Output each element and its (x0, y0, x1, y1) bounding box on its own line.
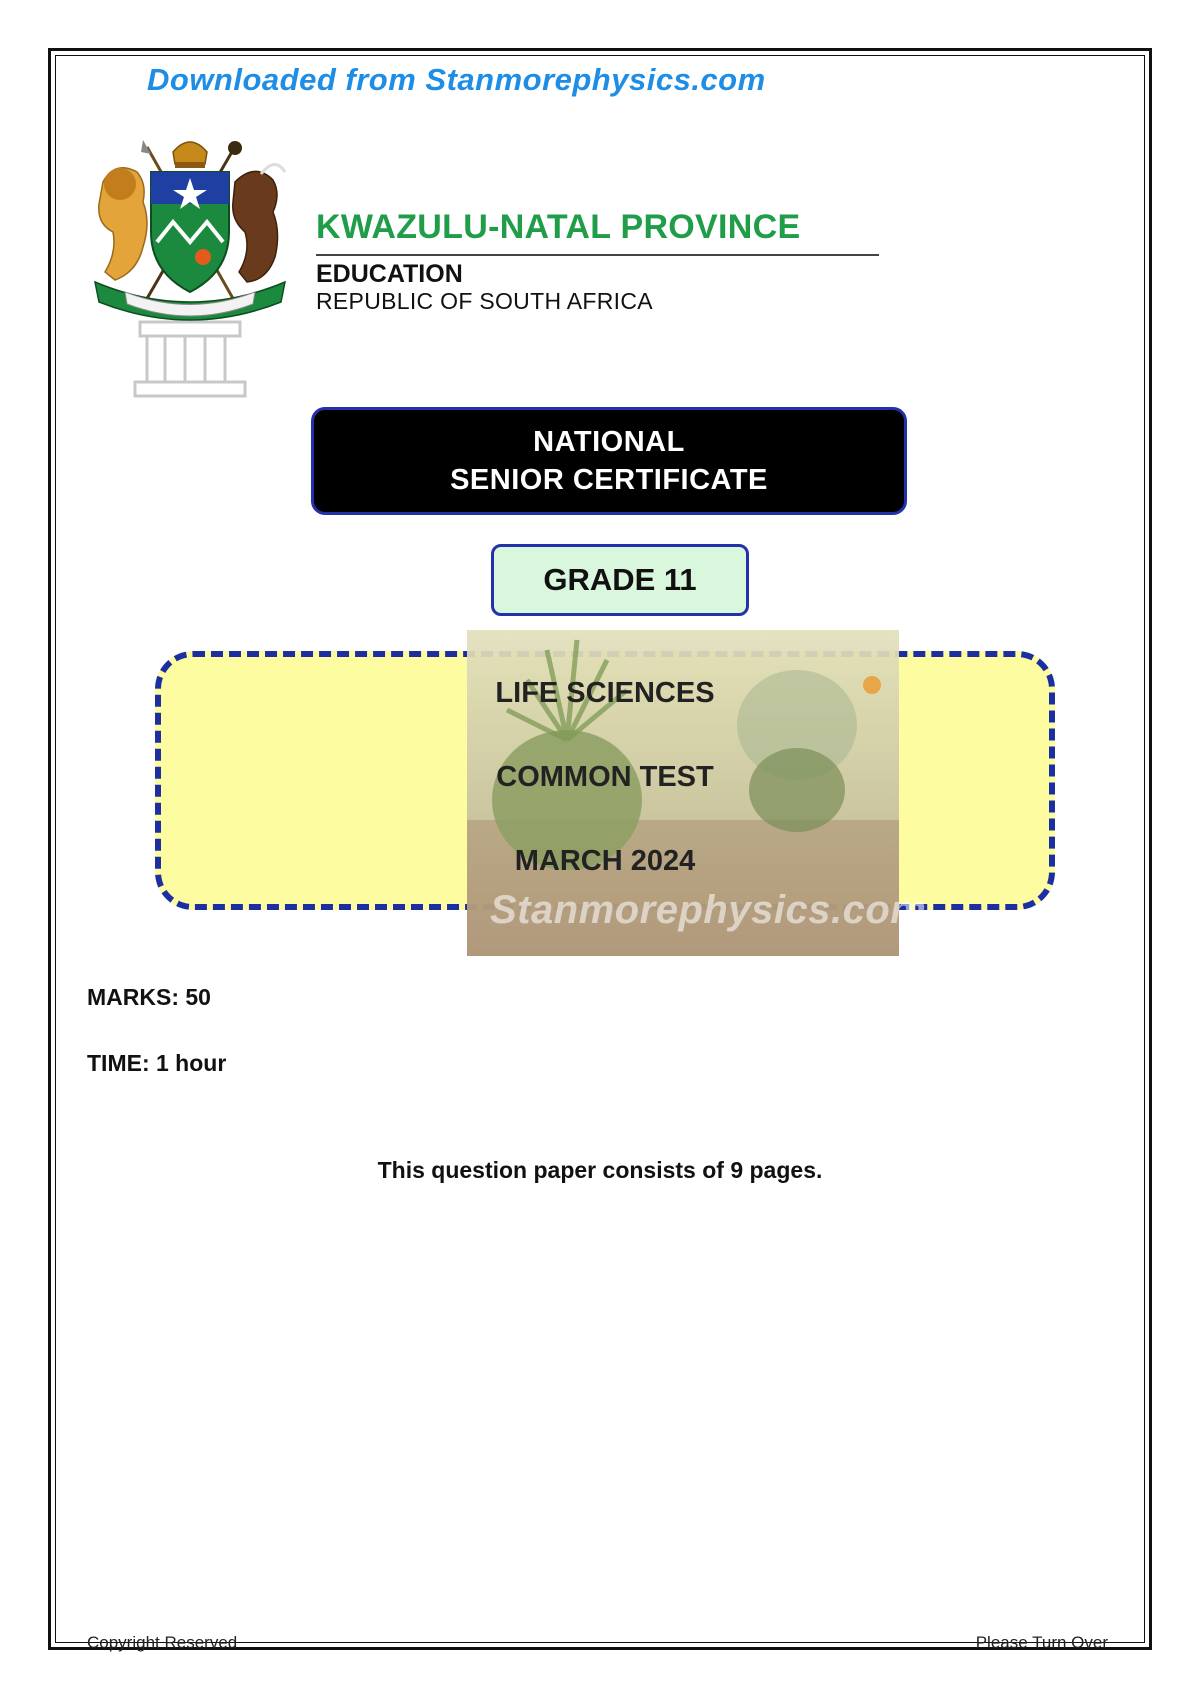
country-name: REPUBLIC OF SOUTH AFRICA (316, 288, 653, 314)
header-divider (316, 254, 879, 256)
download-banner[interactable]: Downloaded from Stanmorephysics.com (147, 62, 766, 97)
photo-watermark: Stanmorephysics.com (490, 888, 927, 932)
test-name: COMMON TEST (496, 761, 714, 793)
pages-note: This question paper consists of 9 pages. (377, 1157, 823, 1183)
time-info: TIME: 1 hour (87, 1050, 227, 1076)
marks-info: MARKS: 50 (87, 984, 211, 1010)
certificate-line-2: SENIOR CERTIFICATE (450, 464, 768, 496)
coat-of-arms-icon (85, 132, 295, 407)
department-name: EDUCATION (316, 260, 463, 288)
turn-over-footer: Please Turn Over (975, 1633, 1108, 1652)
grade-badge (491, 544, 749, 616)
grade-label: GRADE 11 (543, 562, 697, 597)
copyright-footer: Copyright Reserved (87, 1633, 238, 1652)
province-title: KWAZULU-NATAL PROVINCE (316, 208, 801, 246)
subject-name: LIFE SCIENCES (495, 677, 715, 709)
certificate-banner (311, 407, 907, 515)
test-date: MARCH 2024 (514, 845, 696, 877)
certificate-line-1: NATIONAL (533, 426, 685, 458)
